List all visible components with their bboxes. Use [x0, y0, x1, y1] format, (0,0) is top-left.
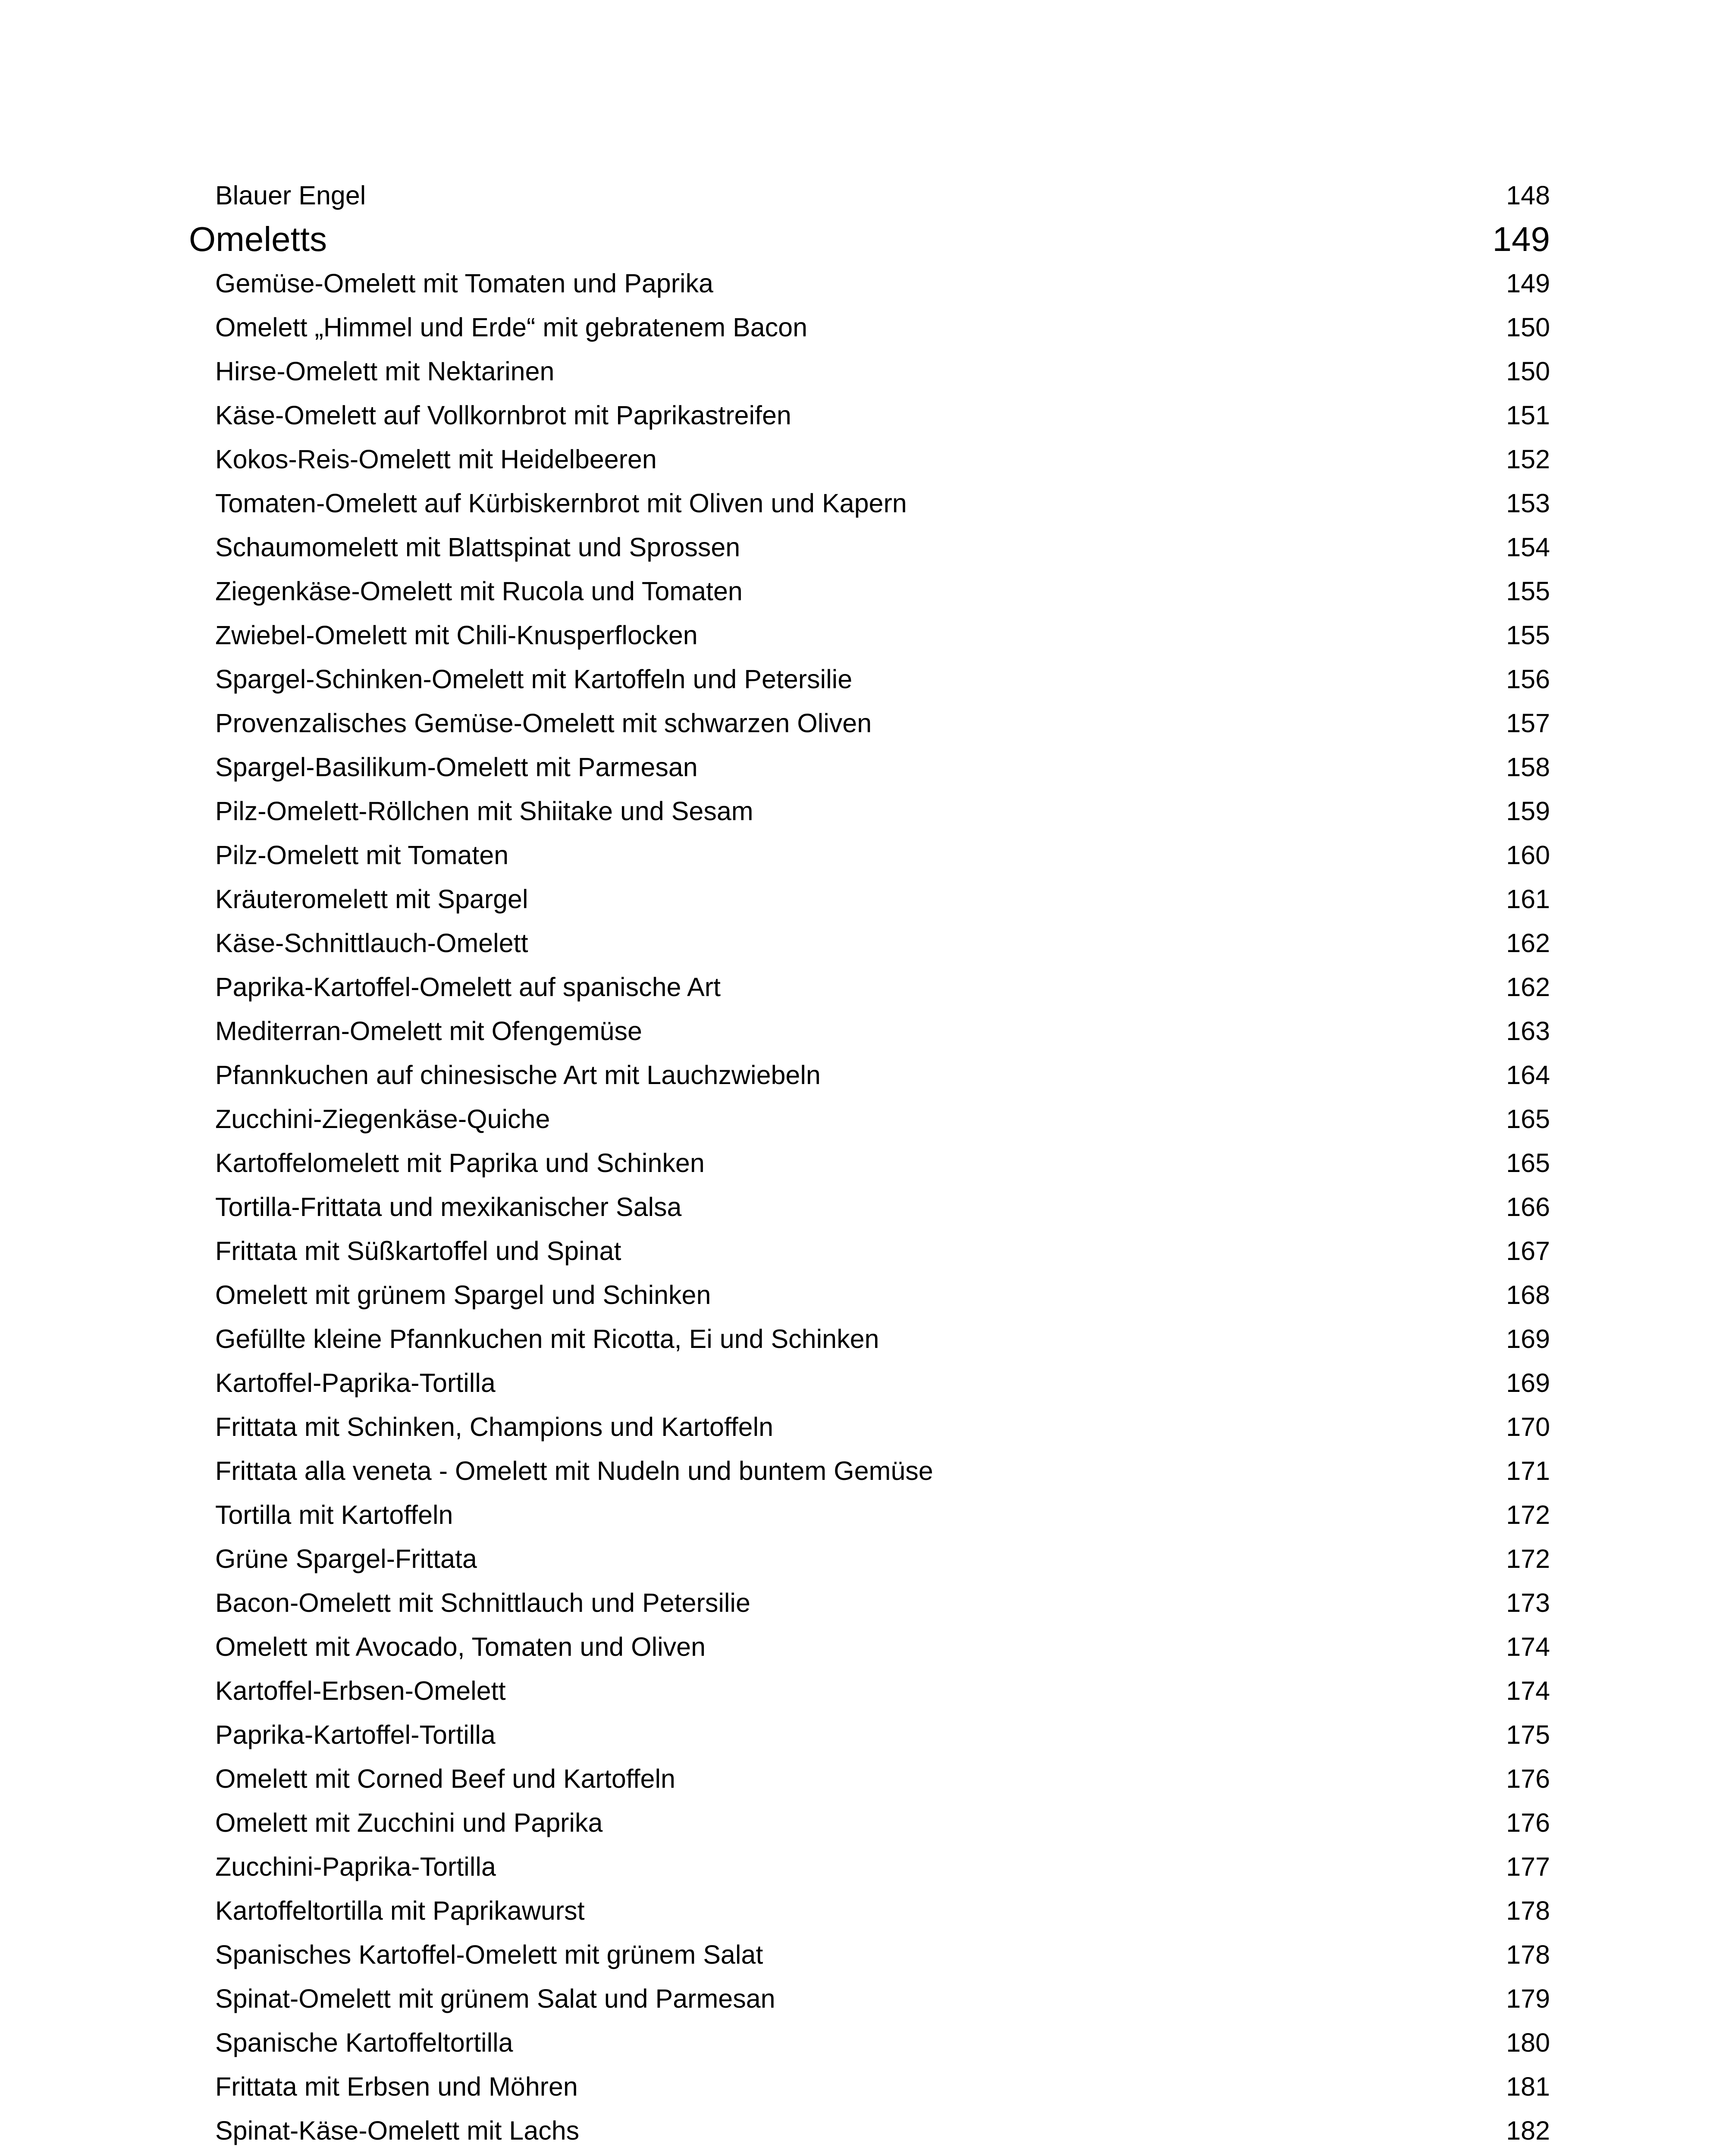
- toc-entry-page-number: 153: [1506, 489, 1550, 518]
- toc-entry-page-number: 150: [1506, 357, 1550, 386]
- toc-entry-title: Provenzalisches Gemüse-Omelett mit schwarzen Oliven: [215, 708, 872, 738]
- toc-entry: [0, 1056, 1732, 1094]
- toc-entry-title: Frittata mit Schinken, Champions und Kartoffeln: [215, 1412, 774, 1442]
- toc-entry-page-number: 170: [1506, 1412, 1550, 1442]
- toc-entry: [0, 748, 1732, 787]
- toc-entry: [0, 1012, 1732, 1050]
- toc-entry-page-number: 149: [1506, 269, 1550, 298]
- toc-section-title: Omeletts: [189, 220, 327, 258]
- toc-entry-page-number: 168: [1506, 1280, 1550, 1310]
- toc-entry: [0, 1715, 1732, 1754]
- toc-entry-page-number: 178: [1506, 1896, 1550, 1925]
- toc-section-page-number: 149: [1492, 220, 1550, 258]
- toc-entry-page-number: 182: [1506, 2116, 1550, 2145]
- toc-entry: [0, 1451, 1732, 1490]
- toc-entry: [0, 836, 1732, 874]
- toc-entry: [0, 1495, 1732, 1534]
- toc-entry-page-number: 178: [1506, 1940, 1550, 1969]
- toc-entry-title: Pilz-Omelett mit Tomaten: [215, 840, 509, 870]
- toc-entry-page-number: 152: [1506, 445, 1550, 474]
- toc-entry-title: Zucchini-Ziegenkäse-Quiche: [215, 1104, 550, 1134]
- toc-entry-title: Tortilla mit Kartoffeln: [215, 1500, 453, 1529]
- toc-entry-page-number: 167: [1506, 1236, 1550, 1266]
- toc-entry-title: Kartoffel-Erbsen-Omelett: [215, 1676, 506, 1705]
- toc-entry-page-number: 154: [1506, 533, 1550, 562]
- toc-entry-title: Spanisches Kartoffel-Omelett mit grünem Salat: [215, 1940, 763, 1969]
- toc-entry-title: Blauer Engel: [215, 181, 366, 210]
- toc-entry-page-number: 162: [1506, 928, 1550, 958]
- toc-entry-title: Frittata alla veneta - Omelett mit Nudeln und buntem Gemüse: [215, 1456, 933, 1485]
- toc-entry: [0, 924, 1732, 962]
- toc-entry-page-number: 150: [1506, 313, 1550, 342]
- toc-entry-page-number: 175: [1506, 1720, 1550, 1749]
- toc-entry: [0, 1891, 1732, 1930]
- toc-entry-page-number: 173: [1506, 1588, 1550, 1617]
- toc-entry-title: Spinat-Käse-Omelett mit Lachs: [215, 2116, 580, 2145]
- toc-entry: [0, 352, 1732, 391]
- toc-entry-title: Spargel-Basilikum-Omelett mit Parmesan: [215, 752, 698, 782]
- toc-entry-page-number: 166: [1506, 1192, 1550, 1222]
- toc-entry: [0, 1100, 1732, 1138]
- toc-entry: [0, 880, 1732, 918]
- toc-entry-title: Kräuteromelett mit Spargel: [215, 884, 528, 914]
- toc-entry: [0, 308, 1732, 347]
- toc-entry-title: Grüne Spargel-Frittata: [215, 1544, 477, 1573]
- toc-entry: [0, 1232, 1732, 1270]
- toc-entry-page-number: 148: [1506, 181, 1550, 210]
- toc-entry: [0, 660, 1732, 699]
- toc-entry-title: Pfannkuchen auf chinesische Art mit Lauchzwiebeln: [215, 1060, 821, 1090]
- toc-entry-title: Kartoffeltortilla mit Paprikawurst: [215, 1896, 585, 1925]
- toc-entry-title: Zwiebel-Omelett mit Chili-Knusperflocken: [215, 620, 698, 650]
- toc-entry-title: Gefüllte kleine Pfannkuchen mit Ricotta, Ei und Schinken: [215, 1324, 879, 1354]
- toc-entry-page-number: 164: [1506, 1060, 1550, 1090]
- toc-entry-title: Omelett mit Avocado, Tomaten und Oliven: [215, 1632, 706, 1661]
- toc-entry-page-number: 160: [1506, 840, 1550, 870]
- toc-entry: [0, 2111, 1732, 2150]
- toc-entry-page-number: 162: [1506, 972, 1550, 1002]
- toc-entry-page-number: 158: [1506, 752, 1550, 782]
- toc-entry-title: Käse-Omelett auf Vollkornbrot mit Paprikastreifen: [215, 401, 791, 430]
- toc-entry: [0, 396, 1732, 435]
- toc-entry-title: Omelett „Himmel und Erde“ mit gebratenem Bacon: [215, 313, 808, 342]
- toc-entry: [0, 1188, 1732, 1226]
- toc-entry-title: Kartoffelomelett mit Paprika und Schinken: [215, 1148, 705, 1178]
- toc-entry-page-number: 172: [1506, 1500, 1550, 1529]
- toc-entry: [0, 2067, 1732, 2106]
- toc-entry: [0, 264, 1732, 303]
- toc-entry-page-number: 163: [1506, 1016, 1550, 1046]
- toc-entry: [0, 1803, 1732, 1842]
- toc-entry: [0, 1583, 1732, 1622]
- toc-entry-page-number: 174: [1506, 1676, 1550, 1705]
- toc-entry-title: Paprika-Kartoffel-Omelett auf spanische Art: [215, 972, 721, 1002]
- toc-entry: [0, 704, 1732, 743]
- toc-entry: [0, 1627, 1732, 1666]
- toc-entry-page-number: 176: [1506, 1764, 1550, 1793]
- toc-entry-title: Zucchini-Paprika-Tortilla: [215, 1852, 496, 1881]
- toc-entry: [0, 1847, 1732, 1886]
- toc-section-heading: [0, 216, 1732, 263]
- toc-entry: [0, 1759, 1732, 1798]
- toc-entry-title: Pilz-Omelett-Röllchen mit Shiitake und Sesam: [215, 796, 753, 826]
- toc-entry-title: Omelett mit grünem Spargel und Schinken: [215, 1280, 711, 1310]
- toc-entry-title: Mediterran-Omelett mit Ofengemüse: [215, 1016, 642, 1046]
- toc-entry-page-number: 151: [1506, 401, 1550, 430]
- toc-entry-title: Spinat-Omelett mit grünem Salat und Parmesan: [215, 1984, 775, 2013]
- toc-entry: [0, 572, 1732, 611]
- toc-entry-title: Ziegenkäse-Omelett mit Rucola und Tomaten: [215, 577, 743, 606]
- toc-entry: [0, 1319, 1732, 1358]
- toc-entry-page-number: 176: [1506, 1808, 1550, 1837]
- toc-entry-page-number: 159: [1506, 796, 1550, 826]
- toc-entry: [0, 1407, 1732, 1446]
- toc-entry: [0, 528, 1732, 567]
- toc-entry-page-number: 155: [1506, 577, 1550, 606]
- toc-entry-page-number: 174: [1506, 1632, 1550, 1661]
- toc-entry-title: Frittata mit Erbsen und Möhren: [215, 2072, 578, 2101]
- toc-entry-page-number: 179: [1506, 1984, 1550, 2013]
- toc-entry-page-number: 155: [1506, 620, 1550, 650]
- toc-entry-page-number: 172: [1506, 1544, 1550, 1573]
- toc-entry-page-number: 169: [1506, 1324, 1550, 1354]
- toc-entry: [0, 1539, 1732, 1578]
- toc-entry: [0, 616, 1732, 655]
- toc-entry: [0, 1671, 1732, 1710]
- toc-entry-title: Omelett mit Zucchini und Paprika: [215, 1808, 603, 1837]
- toc-entry-page-number: 157: [1506, 708, 1550, 738]
- toc-entry: [0, 176, 1732, 215]
- toc-entry-title: Kartoffel-Paprika-Tortilla: [215, 1368, 496, 1398]
- toc-entry-title: Bacon-Omelett mit Schnittlauch und Petersilie: [215, 1588, 750, 1617]
- toc-entry: [0, 1363, 1732, 1402]
- toc-entry-page-number: 156: [1506, 664, 1550, 694]
- toc-entry-title: Paprika-Kartoffel-Tortilla: [215, 1720, 496, 1749]
- toc-entry-title: Schaumomelett mit Blattspinat und Sprossen: [215, 533, 740, 562]
- toc-entry: [0, 1979, 1732, 2018]
- toc-entry-title: Tomaten-Omelett auf Kürbiskernbrot mit Oliven und Kapern: [215, 489, 907, 518]
- toc-entry: [0, 1144, 1732, 1182]
- toc-entry-title: Gemüse-Omelett mit Tomaten und Paprika: [215, 269, 713, 298]
- toc-entry: [0, 2023, 1732, 2062]
- toc-entry-title: Spanische Kartoffeltortilla: [215, 2028, 513, 2057]
- toc-entry-page-number: 161: [1506, 884, 1550, 914]
- toc-entry-page-number: 177: [1506, 1852, 1550, 1881]
- toc-entry-title: Käse-Schnittlauch-Omelett: [215, 928, 528, 958]
- toc-entry-page-number: 165: [1506, 1104, 1550, 1134]
- toc-entry-title: Spargel-Schinken-Omelett mit Kartoffeln und Petersilie: [215, 664, 853, 694]
- toc-entry-page-number: 171: [1506, 1456, 1550, 1485]
- toc-entry-title: Kokos-Reis-Omelett mit Heidelbeeren: [215, 445, 657, 474]
- toc-entry-page-number: 165: [1506, 1148, 1550, 1178]
- toc-entry: [0, 792, 1732, 830]
- toc-entry-page-number: 181: [1506, 2072, 1550, 2101]
- toc-entry-page-number: 169: [1506, 1368, 1550, 1398]
- toc-entry-page-number: 180: [1506, 2028, 1550, 2057]
- toc-entry: [0, 440, 1732, 479]
- toc-entry-title: Hirse-Omelett mit Nektarinen: [215, 357, 555, 386]
- toc-entry: [0, 1935, 1732, 1974]
- toc-entry: [0, 1275, 1732, 1314]
- toc-entry-title: Omelett mit Corned Beef und Kartoffeln: [215, 1764, 675, 1793]
- toc-entry: [0, 968, 1732, 1006]
- toc-entry-title: Frittata mit Süßkartoffel und Spinat: [215, 1236, 621, 1266]
- toc-entry-title: Tortilla-Frittata und mexikanischer Salsa: [215, 1192, 682, 1222]
- toc-entry: [0, 484, 1732, 523]
